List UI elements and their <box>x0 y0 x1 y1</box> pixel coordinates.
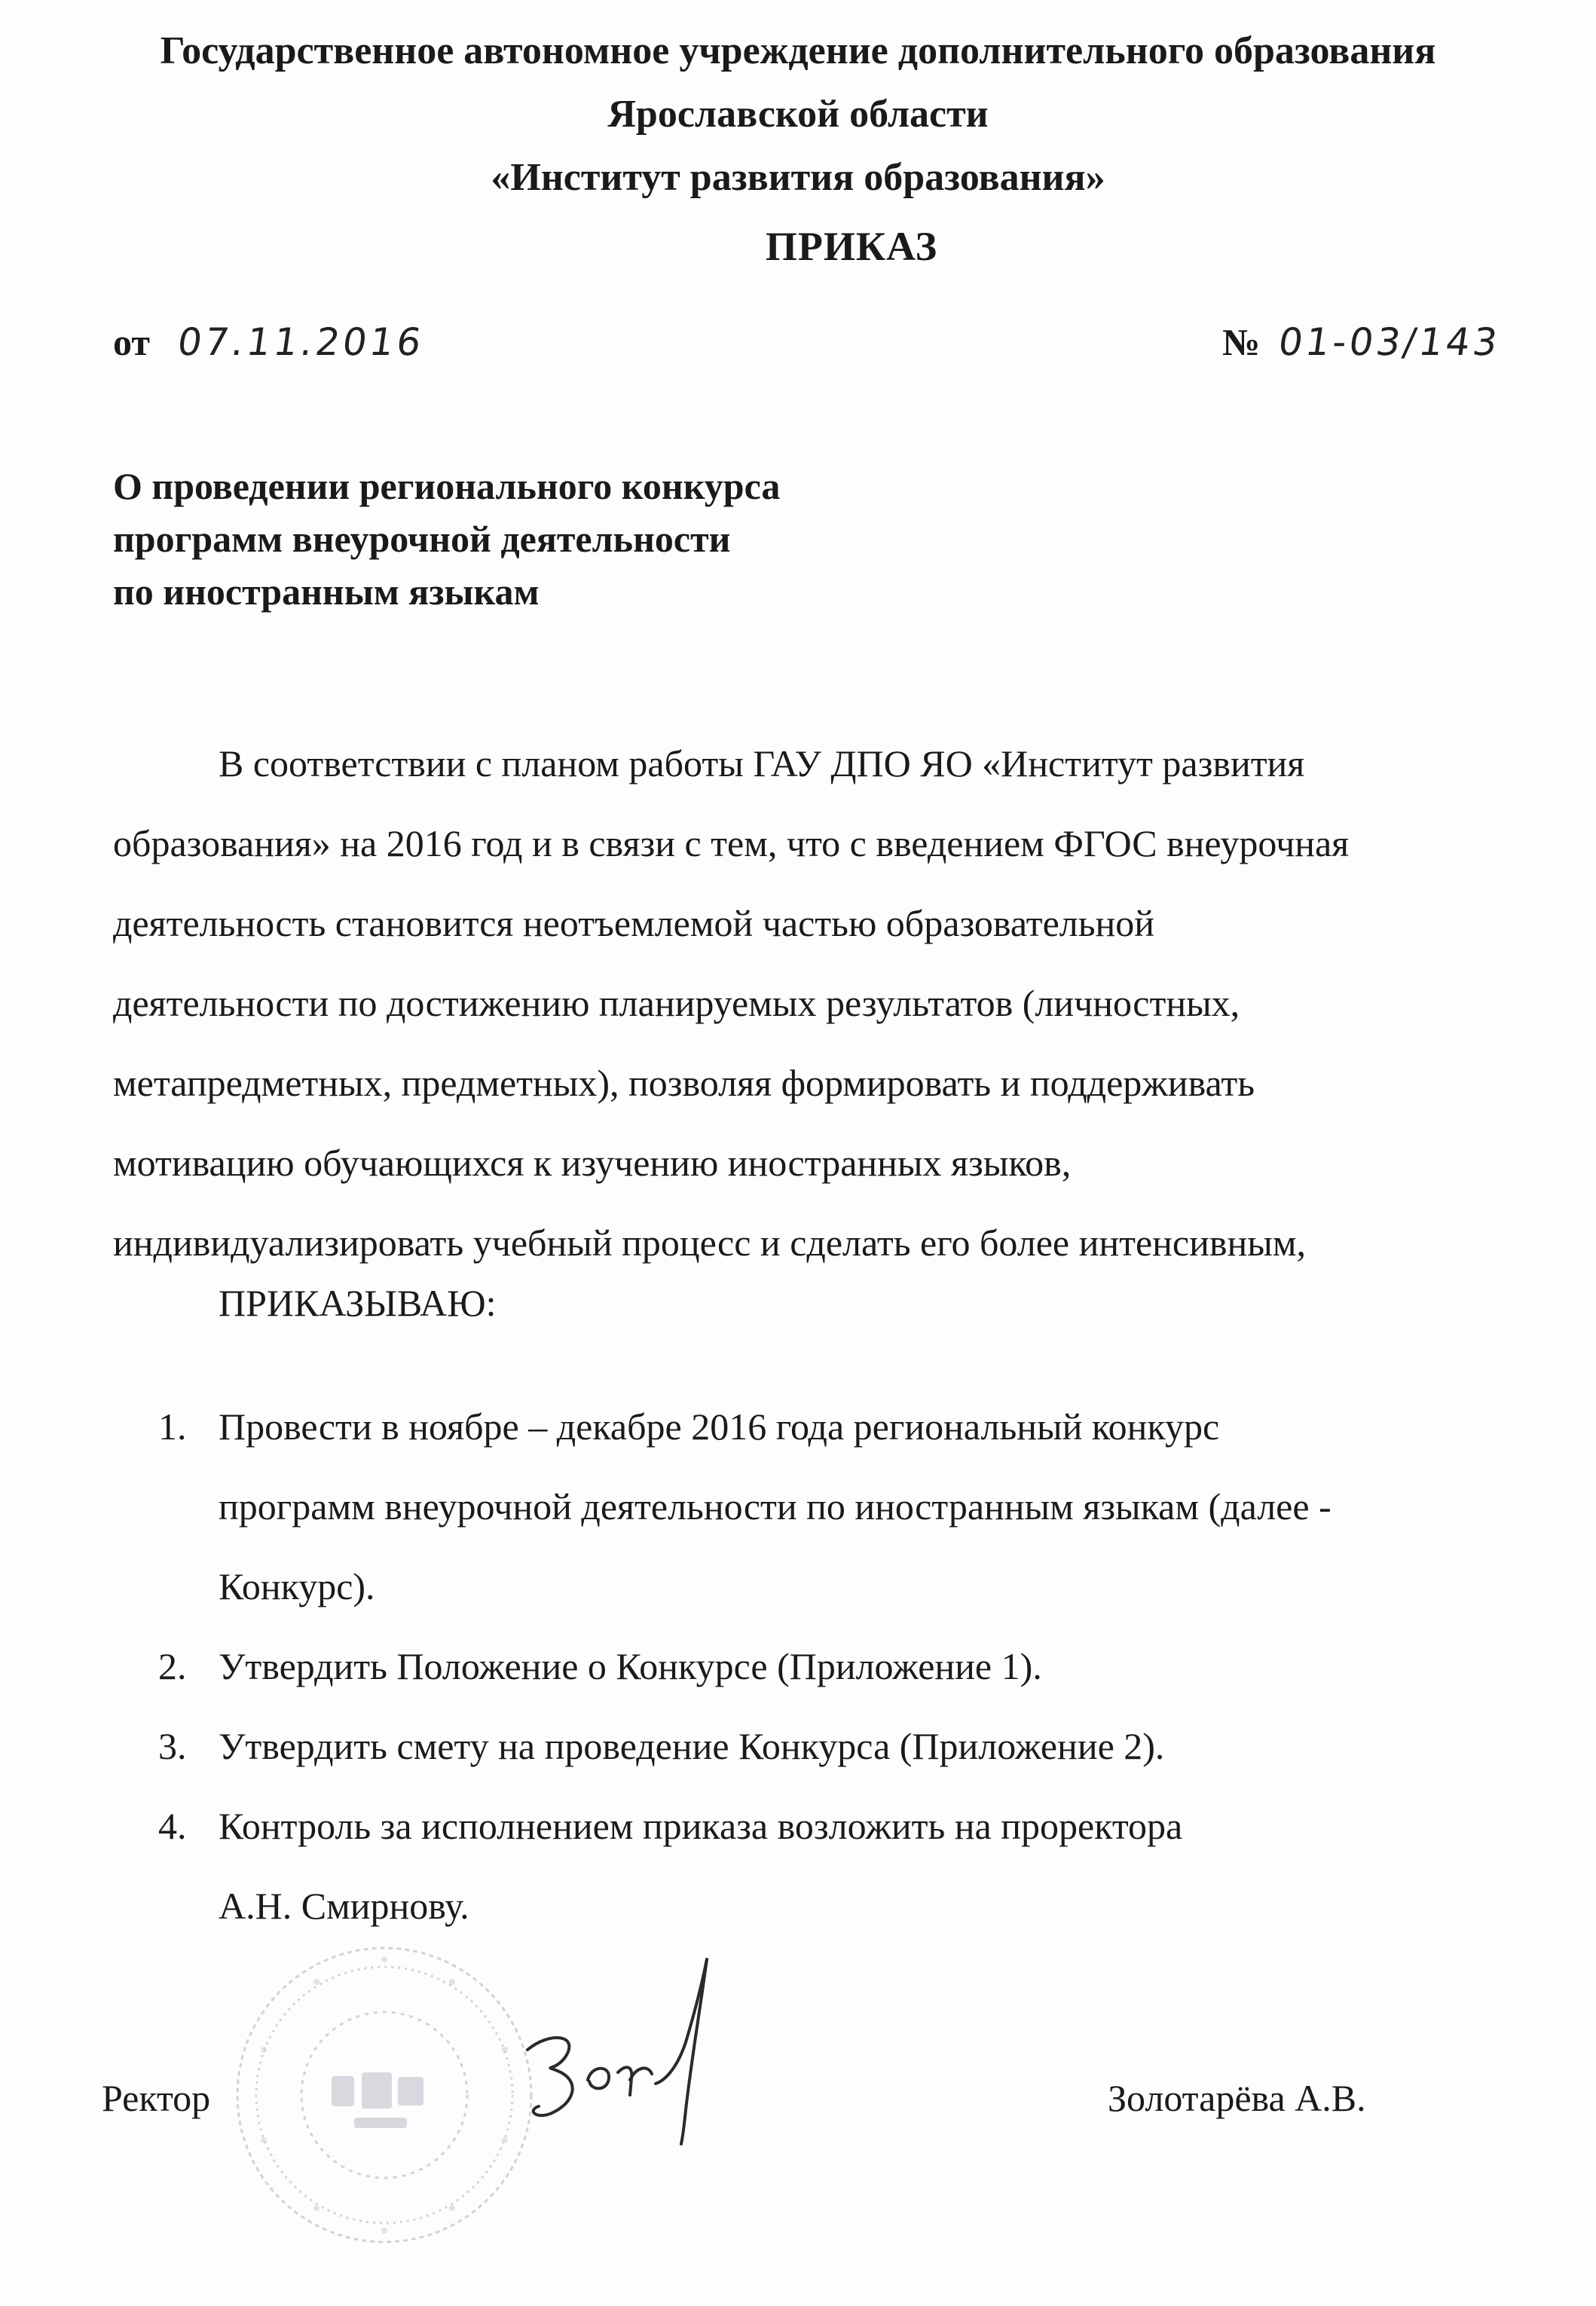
header-line-1: Государственное автономное учреждение дополнительного образования <box>160 29 1436 72</box>
order-items-list <box>158 1387 1575 1946</box>
official-seal-stamp <box>226 1929 543 2261</box>
preamble-line: метапредметных, предметных), позволяя формировать и поддерживать <box>113 1062 1255 1104</box>
signatory-name: Золотарёва А.В. <box>1108 2077 1366 2119</box>
preamble-line: В соответствии с планом работы ГАУ ДПО ЯО «Институт развития <box>219 742 1305 784</box>
item-number: 4. <box>158 1805 187 1847</box>
preamble-line: мотивацию обучающихся к изучению иностранных языков, <box>113 1142 1072 1184</box>
item-number: 2. <box>158 1645 187 1687</box>
list-item <box>158 1387 1575 1626</box>
header-line-2: Ярославской области <box>607 93 989 136</box>
order-subject <box>113 460 780 618</box>
item-text-line: программ внеурочной деятельности по иностранным языкам (далее - <box>219 1485 1332 1528</box>
preamble-line: образования» на 2016 год и в связи с тем, что с введением ФГОС внеурочная <box>113 822 1350 864</box>
list-item <box>158 1706 1575 1786</box>
signatory-position: Ректор <box>102 2077 211 2119</box>
item-text-line: Утвердить Положение о Конкурсе (Приложение 1). <box>219 1645 1042 1687</box>
number-label: № <box>1222 321 1261 363</box>
preamble-line: индивидуализировать учебный процесс и сделать его более интенсивным, <box>113 1222 1306 1264</box>
rector-signature <box>497 1952 738 2148</box>
subject-line: О проведении регионального конкурса <box>113 465 781 507</box>
preamble-paragraph <box>113 723 1560 1283</box>
date-label: от <box>113 321 150 363</box>
item-text-line: А.Н. Смирнову. <box>219 1885 469 1927</box>
preamble-line: деятельность становится неотъемлемой частью образовательной <box>113 902 1155 944</box>
date-value: 07.11.2016 <box>175 320 427 364</box>
header-line-3: «Институт развития образования» <box>491 156 1105 199</box>
preamble-line: деятельности по достижению планируемых результатов (личностных, <box>113 982 1240 1024</box>
item-number: 1. <box>158 1405 187 1448</box>
order-number <box>1222 320 1503 364</box>
list-item <box>158 1626 1575 1706</box>
item-text-line: Конкурс). <box>219 1565 375 1607</box>
item-text-line: Контроль за исполнением приказа возложить на проректора <box>219 1805 1183 1847</box>
item-text-line: Провести в ноябре – декабре 2016 года региональный конкурс <box>219 1405 1220 1448</box>
subject-line: по иностранным языкам <box>113 570 540 613</box>
subject-line: программ внеурочной деятельности <box>113 518 731 560</box>
number-value: 01-03/143 <box>1276 320 1503 364</box>
order-date <box>113 320 427 364</box>
order-title: ПРИКАЗ <box>765 224 938 269</box>
list-item <box>158 1786 1575 1946</box>
item-number: 3. <box>158 1725 187 1767</box>
institution-header <box>0 20 1596 209</box>
order-directive: ПРИКАЗЫВАЮ: <box>219 1282 497 1324</box>
item-text-line: Утвердить смету на проведение Конкурса (Приложение 2). <box>219 1725 1165 1767</box>
